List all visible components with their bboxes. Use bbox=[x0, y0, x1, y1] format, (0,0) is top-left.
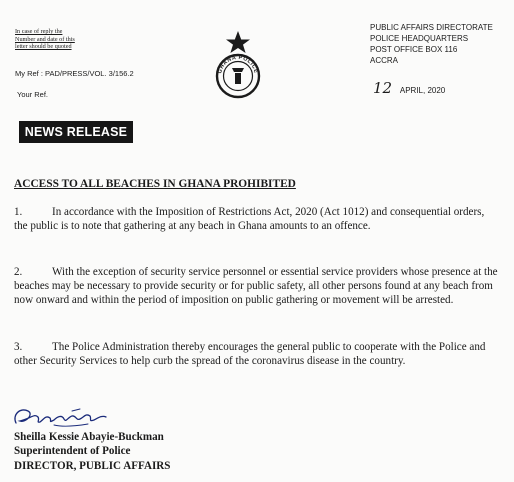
letter-date bbox=[373, 79, 445, 97]
paragraph-text: The Police Administration thereby encourages the general public to cooperate with the Police and other Security Services to help curb the spread of the coronavirus disease in the country. bbox=[14, 341, 486, 367]
address-line: PUBLIC AFFAIRS DIRECTORATE bbox=[370, 23, 493, 32]
address-line: POST OFFICE BOX 116 bbox=[370, 45, 458, 54]
address-line: POLICE HEADQUARTERS bbox=[370, 34, 469, 43]
crest-text: GHANA POLICE bbox=[217, 54, 259, 75]
police-crest-icon bbox=[206, 30, 270, 100]
paragraph-text: In accordance with the Imposition of Restrictions Act, 2020 (Act 1012) and consequential orders, the public is to note that gathering at any beach in Ghana amounts to an offence. bbox=[14, 206, 485, 232]
date-printed: APRIL, 2020 bbox=[399, 86, 446, 95]
date-handwritten: 12 bbox=[373, 79, 393, 97]
my-reference bbox=[15, 69, 134, 78]
my-ref-value: Ref : PAD/PRESS/VOL. 3/156.2 bbox=[27, 69, 134, 78]
signatory-position: DIRECTOR, PUBLIC AFFAIRS bbox=[14, 459, 171, 472]
paragraph-number: 3. bbox=[14, 341, 23, 353]
paragraph-1 bbox=[14, 206, 500, 234]
your-reference-label: Your Ref. bbox=[17, 90, 48, 99]
paragraph-number: 1. bbox=[14, 206, 23, 218]
signature-icon bbox=[10, 401, 110, 433]
news-release-banner: NEWS RELEASE bbox=[19, 121, 133, 143]
document-title: ACCESS TO ALL BEACHES IN GHANA PROHIBITED bbox=[14, 178, 296, 190]
paragraph-text: With the exception of security service personnel or essential service providers whose presence at the beaches may be necessary to provide security or for public safety, all other persons found at any beach from now onward and within the period of imposition on public gathering or movement will be arrested. bbox=[14, 266, 498, 306]
signatory-rank: Superintendent of Police bbox=[14, 445, 131, 458]
quote-reference-note: In case of reply the Number and date of this letter should be quoted bbox=[15, 28, 75, 51]
signatory-name: Sheilla Kessie Abayie-Buckman bbox=[14, 431, 164, 443]
paragraph-2 bbox=[14, 266, 500, 308]
signatory-block bbox=[14, 430, 170, 473]
my-ref-label: My bbox=[15, 69, 25, 78]
paragraph-3 bbox=[14, 341, 500, 369]
address-block bbox=[370, 22, 493, 66]
paragraph-number: 2. bbox=[14, 266, 23, 278]
address-line: ACCRA bbox=[370, 56, 399, 65]
